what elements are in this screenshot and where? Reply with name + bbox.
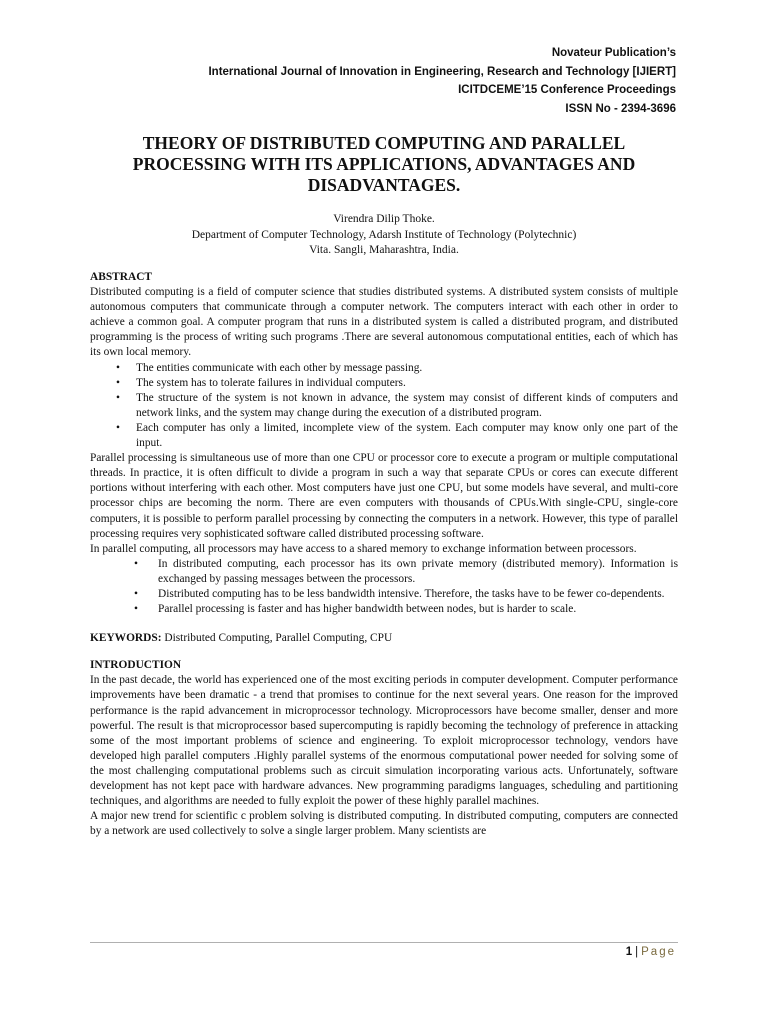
journal-header	[208, 44, 676, 118]
issn-line: ISSN No - 2394-3696	[565, 102, 676, 115]
introduction-paragraph-2: A major new trend for scientific c problem solving is distributed computing. In distributed computing, computers are connected by a network are used collectively to solve a single larger problem. Many scientists are	[90, 810, 678, 838]
abstract-paragraph-2: Parallel processing is simultaneous use of more than one CPU or processor core to execute a program or multiple computational threads. In practice, it is often difficult to divide a program in such a way that separate CPUs or cores can execute different portions without interfering with each other. Most computers have just one CPU, but some models have several, and multi-core processor chips are becoming the norm. There are even computers with thousands of CPUs.With single-CPU, single-core computers, it is possible to perform parallel processing by connecting the computers in a network. However, this type of parallel processing requires very sophisticated software called distributed processing software.	[90, 452, 678, 540]
list-item: • In distributed computing, each processor has its own private memory (distributed memory). Information is exchanged by passing messages between the processors.	[90, 557, 678, 587]
keywords-label: KEYWORDS:	[90, 632, 162, 645]
author-block	[90, 212, 678, 259]
page-footer	[626, 946, 676, 958]
list-item: • Distributed computing has to be less bandwidth intensive. Therefore, the tasks have to be fewer co-dependents.	[90, 587, 678, 602]
abstract-heading: ABSTRACT	[90, 271, 153, 283]
list-item: • Parallel processing is faster and has higher bandwidth between nodes, but is harder to scale.	[90, 602, 678, 617]
abstract-paragraph-1: Distributed computing is a field of computer science that studies distributed systems. A distributed system consists of multiple autonomous computers that communicate through a computer network. The computers interact with each other in order to achieve a common goal. A computer program that runs in a distributed system is called a distributed program, and distributed programming is the process of writing such programs .There are several autonomous computational entities, each of which has its own local memory.	[90, 286, 678, 359]
paper-title: THEORY OF DISTRIBUTED COMPUTING AND PARALLEL PROCESSING WITH ITS APPLICATIONS, ADVANTAGES AND DISADVANTAGES.	[132, 133, 636, 195]
keywords-line	[90, 631, 678, 646]
list-item: • The entities communicate with each other by message passing.	[90, 361, 678, 376]
abstract-paragraph-3: In parallel computing, all processors may have access to a shared memory to exchange information between processors.	[90, 542, 637, 555]
introduction-paragraph-1: In the past decade, the world has experienced one of the most exciting periods in computer development. Computer performance improvements have been dramatic - a trend that promises to continue for the next several years. One reason for the improved performance is the rapid advancement in microprocessor technology. Microprocessors have become smaller, denser and more powerful. The result is that microprocessor based supercomputing is rapidly becoming the technology of preference in attacking some of the most important problems of science and engineering. To exploit microprocessor technology, vendors have developed high parallel computers .Highly parallel systems of the enormous computational power needed for solving some of the most challenging computational problems such as circuit simulation incorporating various acts. Unfortunately, software development has not kept pace with hardware advances. New programming paradigms languages, scheduling and partitioning techniques, and algorithms are needed to fully exploit the power of these highly parallel machines.	[90, 674, 678, 808]
journal-line: International Journal of Innovation in Engineering, Research and Technology [IJIERT]	[208, 65, 676, 78]
abstract-bullet-list-1	[90, 361, 678, 452]
footer-divider	[90, 942, 678, 943]
list-item: • Each computer has only a limited, incomplete view of the system. Each computer may know only one part of the input.	[90, 421, 678, 451]
introduction-heading: INTRODUCTION	[90, 659, 182, 672]
proceedings-line: ICITDCEME’15 Conference Proceedings	[458, 84, 676, 96]
keywords-text: Distributed Computing, Parallel Computing, CPU	[161, 632, 393, 645]
author-location: Vita. Sangli, Maharashtra, India.	[309, 244, 459, 256]
author-name: Virendra Dilip Thoke.	[333, 213, 435, 225]
abstract-bullet-list-2	[90, 557, 678, 617]
footer-separator: |	[635, 946, 639, 958]
page-number: 1	[625, 946, 633, 958]
paper-body	[90, 270, 678, 839]
list-item: • The structure of the system is not known in advance, the system may consist of different kinds of computers and network links, and the system may change during the execution of a distributed program.	[90, 391, 678, 421]
publisher-line: Novateur Publication’s	[551, 47, 676, 59]
page-label: Page	[641, 946, 676, 958]
list-item: • The system has to tolerate failures in individual computers.	[90, 376, 678, 391]
author-department: Department of Computer Technology, Adarsh Institute of Technology (Polytechnic)	[191, 228, 577, 241]
